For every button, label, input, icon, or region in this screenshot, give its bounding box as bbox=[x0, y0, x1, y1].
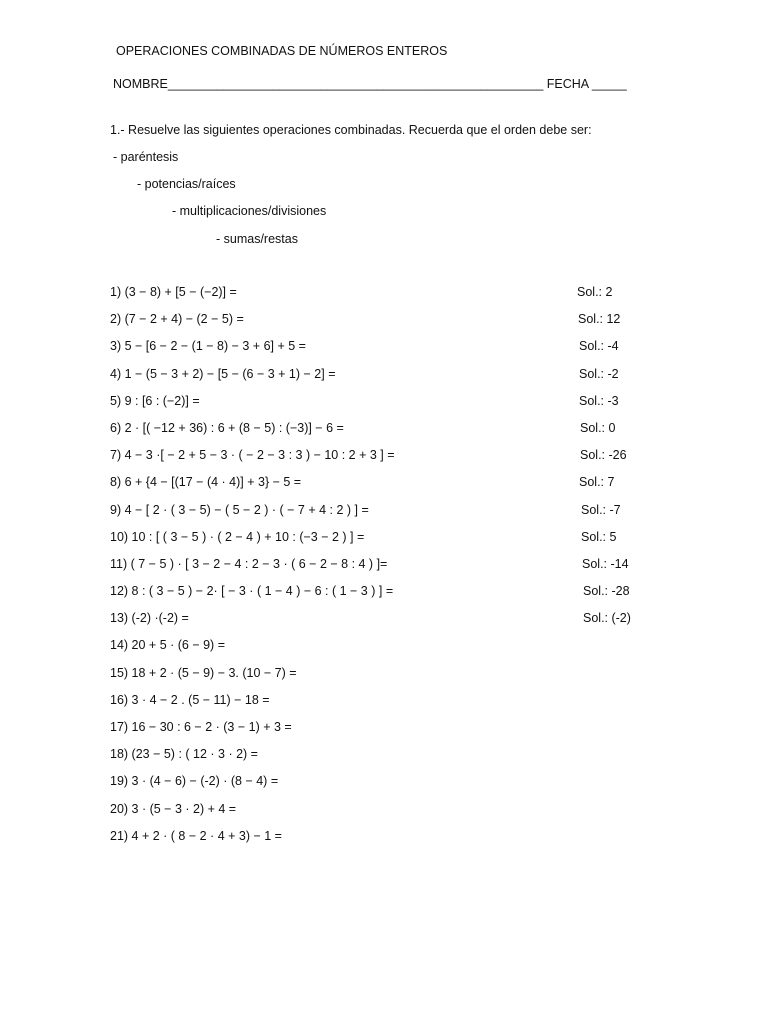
order-step-addition: - sumas/restas bbox=[216, 232, 298, 246]
exercise-row bbox=[110, 611, 650, 638]
page-title: OPERACIONES COMBINADAS DE NÚMEROS ENTEROS bbox=[116, 44, 448, 58]
exercise-row bbox=[110, 802, 650, 829]
exercise-expression: 11) ( 7 − 5 ) · [ 3 − 2 − 4 : 2 − 3 · ( 6 − 2 − 8 : 4 ) ]= bbox=[110, 556, 388, 571]
exercise-solution: Sol.: -28 bbox=[583, 584, 630, 599]
exercise-solution: Sol.: -3 bbox=[579, 393, 619, 408]
exercise-row bbox=[110, 421, 650, 448]
exercise-row bbox=[110, 774, 650, 801]
order-step-powers: - potencias/raíces bbox=[137, 177, 236, 191]
exercise-row bbox=[110, 339, 650, 366]
exercise-expression: 6) 2 · [( −12 + 36) : 6 + (8 − 5) : (−3)] − 6 = bbox=[110, 420, 344, 435]
exercise-expression: 13) (-2) ·(-2) = bbox=[110, 611, 189, 626]
exercise-row bbox=[110, 530, 650, 557]
name-date-line: NOMBRE______________________________________________________ FECHA _____ bbox=[113, 77, 627, 91]
exercise-expression: 17) 16 − 30 : 6 − 2 · (3 − 1) + 3 = bbox=[110, 720, 292, 734]
exercise-row bbox=[110, 747, 650, 774]
order-step-parentheses: - paréntesis bbox=[113, 150, 179, 164]
exercise-row bbox=[110, 394, 650, 421]
exercise-solution: Sol.: -26 bbox=[580, 448, 627, 463]
exercise-row bbox=[110, 829, 650, 856]
exercise-expression: 18) (23 − 5) : ( 12 · 3 · 2) = bbox=[110, 747, 258, 762]
exercise-expression: 21) 4 + 2 · ( 8 − 2 · 4 + 3) − 1 = bbox=[110, 828, 282, 843]
exercise-solution: Sol.: (-2) bbox=[583, 611, 631, 626]
exercise-row bbox=[110, 720, 650, 747]
order-step-multiplication: - multiplicaciones/divisiones bbox=[172, 204, 327, 218]
exercise-expression: 19) 3 · (4 − 6) − (-2) · (8 − 4) = bbox=[110, 774, 279, 789]
exercise-solution: Sol.: 7 bbox=[579, 475, 615, 490]
exercise-row bbox=[110, 367, 650, 394]
exercise-solution: Sol.: 5 bbox=[581, 529, 617, 544]
exercise-solution: Sol.: 12 bbox=[578, 312, 621, 327]
exercise-solution: Sol.: -14 bbox=[582, 556, 629, 571]
exercise-expression: 20) 3 · (5 − 3 · 2) + 4 = bbox=[110, 801, 237, 816]
exercise-row bbox=[110, 666, 650, 693]
exercise-list bbox=[110, 285, 650, 856]
exercise-expression: 7) 4 − 3 ·[ − 2 + 5 − 3 · ( − 2 − 3 : 3 ) − 10 : 2 + 3 ] = bbox=[110, 448, 395, 463]
exercise-expression: 16) 3 · 4 − 2 . (5 − 11) − 18 = bbox=[110, 692, 270, 707]
exercise-expression: 15) 18 + 2 · (5 − 9) − 3. (10 − 7) = bbox=[110, 665, 297, 680]
exercise-row bbox=[110, 312, 650, 339]
exercise-expression: 3) 5 − [6 − 2 − (1 − 8) − 3 + 6] + 5 = bbox=[110, 339, 306, 354]
exercise-row bbox=[110, 503, 650, 530]
exercise-row bbox=[110, 584, 650, 611]
exercise-row bbox=[110, 448, 650, 475]
exercise-expression: 14) 20 + 5 · (6 − 9) = bbox=[110, 638, 225, 653]
instructions-text: 1.- Resuelve las siguientes operaciones combinadas. Recuerda que el orden debe ser: bbox=[110, 123, 592, 137]
exercise-expression: 2) (7 − 2 + 4) − (2 − 5) = bbox=[110, 312, 244, 327]
exercise-expression: 4) 1 − (5 − 3 + 2) − [5 − (6 − 3 + 1) − 2] = bbox=[110, 366, 336, 381]
exercise-expression: 8) 6 + {4 − [(17 − (4 · 4)] + 3} − 5 = bbox=[110, 475, 302, 490]
exercise-solution: Sol.: 2 bbox=[577, 285, 613, 299]
exercise-expression: 9) 4 − [ 2 · ( 3 − 5) − ( 5 − 2 ) · ( − 7 + 4 : 2 ) ] = bbox=[110, 502, 369, 517]
exercise-expression: 12) 8 : ( 3 − 5 ) − 2· [ − 3 · ( 1 − 4 ) − 6 : ( 1 − 3 ) ] = bbox=[110, 584, 394, 599]
exercise-row bbox=[110, 285, 650, 312]
exercise-solution: Sol.: -4 bbox=[579, 339, 619, 354]
exercise-row bbox=[110, 475, 650, 502]
exercise-solution: Sol.: 0 bbox=[580, 420, 616, 435]
exercise-solution: Sol.: -2 bbox=[579, 366, 619, 381]
exercise-expression: 5) 9 : [6 : (−2)] = bbox=[110, 393, 200, 408]
exercise-solution: Sol.: -7 bbox=[581, 502, 621, 517]
exercise-row bbox=[110, 638, 650, 665]
exercise-row bbox=[110, 693, 650, 720]
exercise-expression: 10) 10 : [ ( 3 − 5 ) · ( 2 − 4 ) + 10 : (−3 − 2 ) ] = bbox=[110, 529, 365, 544]
exercise-expression: 1) (3 − 8) + [5 − (−2)] = bbox=[110, 285, 237, 299]
exercise-row bbox=[110, 557, 650, 584]
